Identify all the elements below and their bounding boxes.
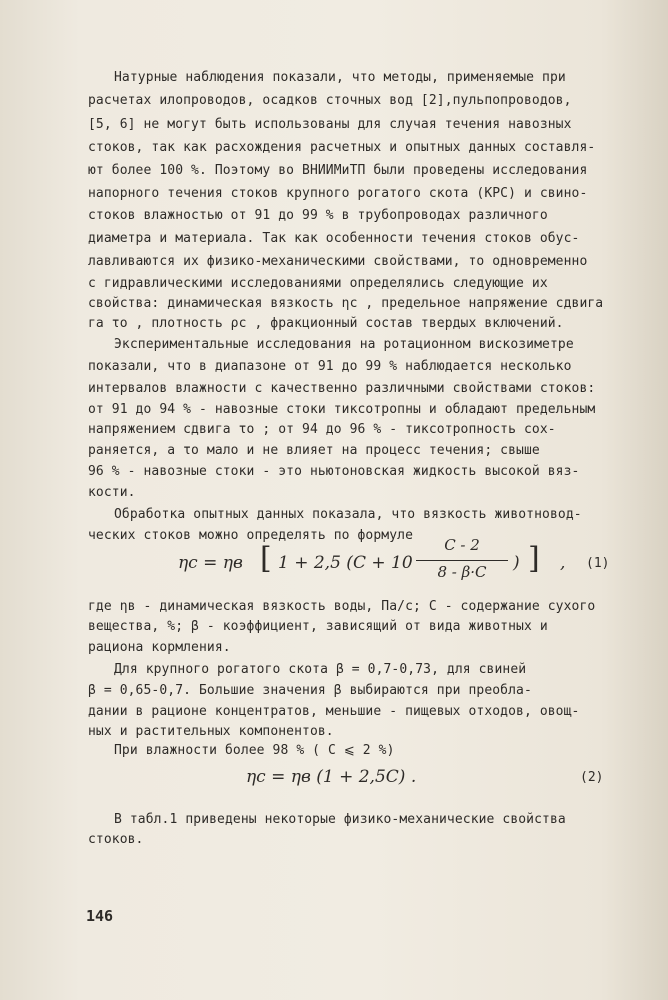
text-line: стоков влажностью от 91 до 99 % в трубопроводах различного [88,208,548,223]
formula-1-close-bracket: ] [528,541,540,576]
formula-1-denominator: 8 - β·C [437,563,487,581]
text-line: ют более 100 %. Поэтому во ВНИИМиТП были проведены исследования [88,163,588,178]
text-line: вещества, %; β - коэффициент, зависящий от вида животных и [88,619,548,634]
formula-1-lhs: ηc = ηв [178,553,243,573]
text-line: ных и растительных компонентов. [88,724,334,739]
text-line: дании в рационе концентратов, меньшие - пищевых отходов, овощ- [88,704,580,719]
formula-2-number: (2) [580,770,604,785]
text-line: напряжением сдвига τo ; от 94 до 96 % - тиксотропность сох- [88,422,556,437]
text-line: стоков, так как расхождения расчетных и опытных данных составля- [88,140,596,155]
text-line: [5, 6] не могут быть использованы для случая течения навозных [88,117,572,132]
text-line: Для крупного рогатого скота β = 0,7-0,73, для свиней [114,662,527,677]
formula-1-number: (1) [586,556,610,571]
formula-1-open-bracket: [ [260,541,272,576]
formula-1-fraction-bar [416,560,508,561]
text-line: кости. [88,485,136,500]
text-line: га τo , плотность ρc , фракционный состав твердых включений. [88,316,564,331]
text-line: лавливаются их физико-механическими свойствами, то одновременно [88,254,588,269]
text-line: интервалов влажности с качественно различными свойствами стоков: [88,381,596,396]
text-line: стоков. [88,832,144,847]
text-line: ческих стоков можно определять по формуле [88,528,413,543]
text-line: расчетах илопроводов, осадков сточных вод [2],пульпопроводов, [88,93,572,108]
text-line: от 91 до 94 % - навозные стоки тиксотропны и обладают предельным [88,402,596,417]
formula-1-numerator: C - 2 [444,536,480,554]
text-line: В табл.1 приведены некоторые физико-механические свойства [114,812,566,827]
text-line: раняется, а τo мало и не влияет на процесс течения; свыше [88,443,540,458]
page-number: 146 [86,907,114,925]
text-line: Натурные наблюдения показали, что методы, применяемые при [114,70,566,85]
text-line: с гидравлическими исследованиями определялись следующие их [88,276,548,291]
text-line: Экспериментальные исследования на ротационном вискозиметре [114,337,574,352]
formula-1-inner: 1 + 2,5 (C + 10 [278,553,413,573]
text-line: рациона кормления. [88,640,231,655]
text-line: β = 0,65-0,7. Большие значения β выбираются при преобла- [88,683,532,698]
formula-1-close-paren: ) [513,553,520,573]
text-line: диаметра и материала. Так как особенности течения стоков обус- [88,231,580,246]
text-line: где ηв - динамическая вязкость воды, Па/с; C - содержание сухого [88,599,596,614]
text-line: При влажности более 98 % ( C ⩽ 2 %) [114,743,395,758]
text-line: Обработка опытных данных показала, что вязкость животновод- [114,507,582,522]
text-line: показали, что в диапазоне от 91 до 99 % наблюдается несколько [88,359,572,374]
text-line: напорного течения стоков крупного рогатого скота (КРС) и свино- [88,186,588,201]
formula-2-expression: ηc = ηв (1 + 2,5C) . [246,767,417,787]
text-line: 96 % - навозные стоки - это ньютоновская жидкость высокой вяз- [88,464,580,479]
text-line: свойства: динамическая вязкость ηc , предельное напряжение сдвига [88,296,604,311]
formula-1-comma: , [560,553,566,573]
